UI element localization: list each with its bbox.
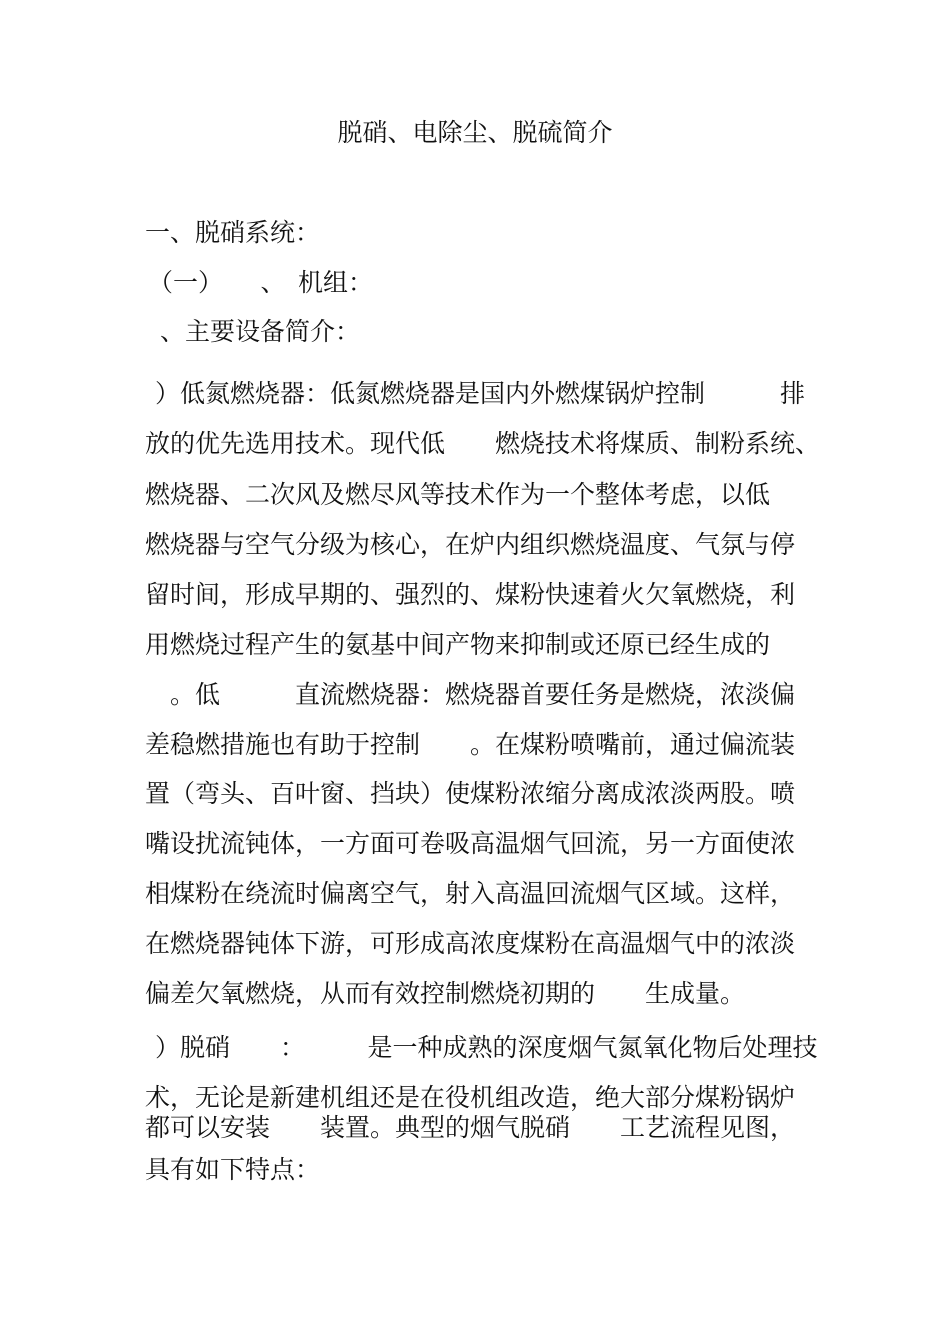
paragraph-line: 术，无论是新建机组还是在役机组改造，绝大部分煤粉锅炉 — [145, 1083, 796, 1112]
paragraph-line: 都可以安装 装置。典型的烟气脱硝 工艺流程见图， — [145, 1113, 796, 1142]
paragraph-line: 燃烧器、二次风及燃尽风等技术作为一个整体考虑，以低 — [145, 480, 771, 509]
section-heading: 一、脱硝系统： — [145, 218, 321, 247]
paragraph-line: 。低 直流燃烧器：燃烧器首要任务是燃烧，浓淡偏 — [145, 680, 796, 709]
paragraph-line: 嘴设扰流钝体，一方面可卷吸高温烟气回流，另一方面使浓 — [145, 829, 796, 858]
paragraph-line: 具有如下特点： — [145, 1155, 321, 1184]
paragraph-line: 相煤粉在绕流时偏离空气，射入高温回流烟气区域。这样， — [145, 879, 796, 908]
paragraph-line: 放的优先选用技术。现代低 燃烧技术将煤质、制粉系统、 — [145, 429, 821, 458]
paragraph-line: ）低氮燃烧器：低氮燃烧器是国内外燃煤锅炉控制 排 — [155, 379, 806, 408]
subsection-heading: （一） 、 机组： — [148, 268, 374, 297]
document-title: 脱硝、电除尘、脱硫简介 — [337, 118, 613, 147]
paragraph-line: 燃烧器与空气分级为核心，在炉内组织燃烧温度、气氛与停 — [145, 530, 796, 559]
paragraph-line: 偏差欠氧燃烧，从而有效控制燃烧初期的 生成量。 — [145, 979, 746, 1008]
paragraph-line: 留时间，形成早期的、强烈的、煤粉快速着火欠氧燃烧，利 — [145, 580, 796, 609]
paragraph-line: ）脱硝 ： 是一种成熟的深度烟气氮氧化物后处理技 — [155, 1033, 818, 1062]
paragraph-line: 置（弯头、百叶窗、挡块）使煤粉浓缩分离成浓淡两股。喷 — [145, 779, 796, 808]
subsection-heading: 、主要设备简介： — [160, 317, 361, 346]
paragraph-line: 用燃烧过程产生的氨基中间产物来抑制或还原已经生成的 — [145, 630, 771, 659]
paragraph-line: 差稳燃措施也有助于控制 。在煤粉喷嘴前，通过偏流装 — [145, 730, 796, 759]
paragraph-line: 在燃烧器钝体下游，可形成高浓度煤粉在高温烟气中的浓淡 — [145, 929, 796, 958]
